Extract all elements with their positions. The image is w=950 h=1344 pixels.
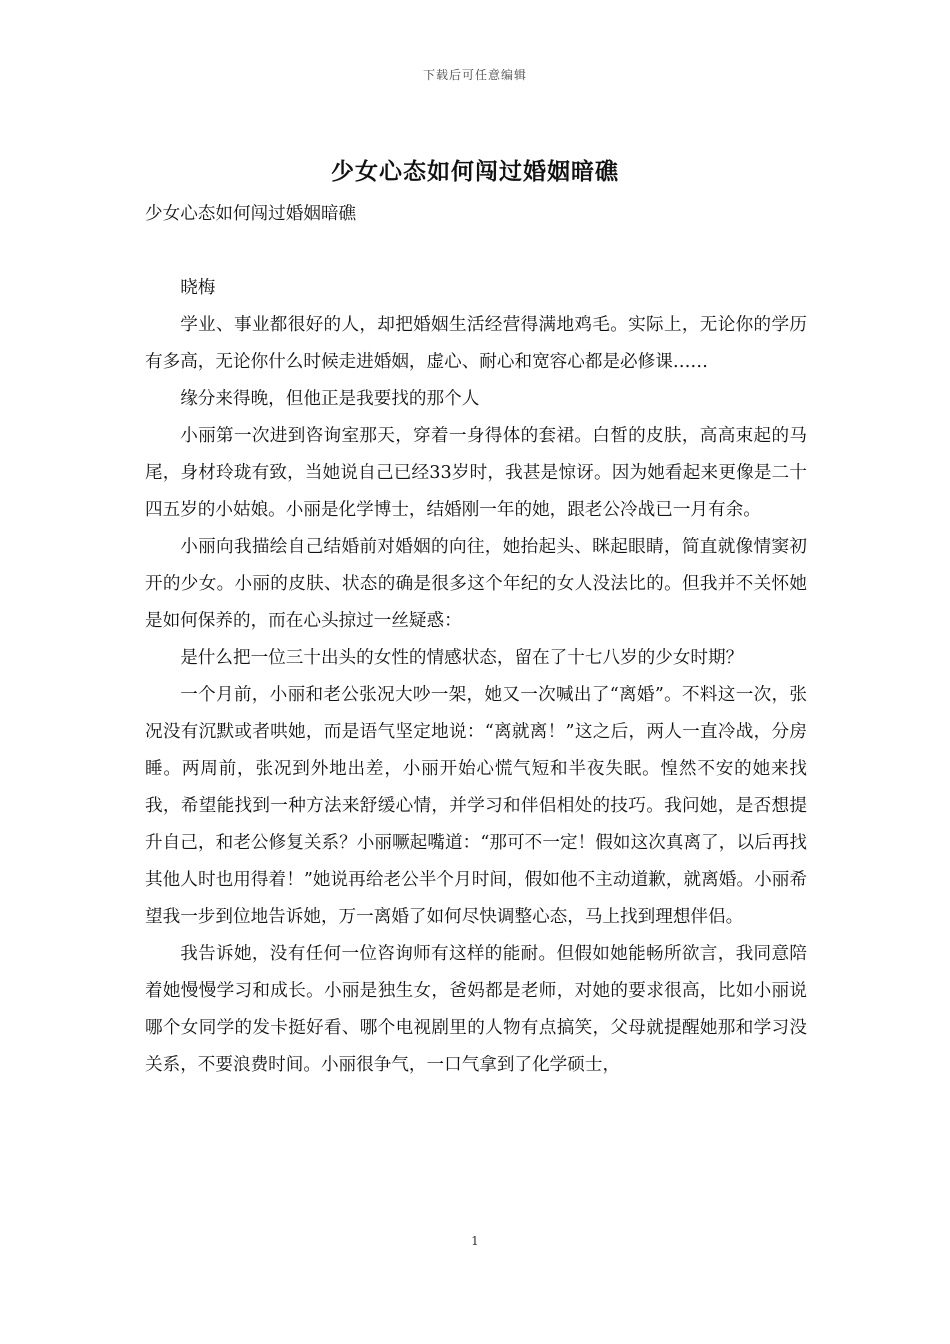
document-title: 少女心态如何闯过婚姻暗礁 xyxy=(331,158,619,185)
page-header: 下载后可任意编辑 xyxy=(422,68,527,82)
paragraph: 我告诉她，没有任何一位咨询师有这样的能耐。但假如她能畅所欲言，我同意陪着她慢慢学习和成长。小丽是独生女，爸妈都是老师，对她的要求很高，比如小丽说哪个女同学的发卡挺好看、哪个电视剧里的人物有点搞笑，父母就提醒她那和学习没关系，不要浪费时间。小丽很争气，一口气拿到了化学硕士， xyxy=(145,944,807,1075)
paragraph: 小丽向我描绘自己结婚前对婚姻的向往，她抬起头、眯起眼睛，简直就像情窦初开的少女。小丽的皮肤、状态的确是很多这个年纪的女人没法比的。但我并不关怀她是如何保养的，而在心头掠过一丝疑惑： xyxy=(145,537,807,631)
section-heading: 缘分来得晚，但他正是我要找的那个人 xyxy=(180,389,480,409)
paragraph: 是什么把一位三十出头的女性的情感状态，留在了十七八岁的少女时期？ xyxy=(180,648,744,668)
document-subtitle: 少女心态如何闯过婚姻暗礁 xyxy=(145,204,357,224)
document-body xyxy=(145,196,807,1084)
blank-line xyxy=(145,233,807,270)
paragraph: 小丽第一次进到咨询室那天，穿着一身得体的套裙。白皙的皮肤，高高束起的马尾，身材玲珑有致，当她说自己已经33岁时，我甚是惊讶。因为她看起来更像是二十四五岁的小姑娘。小丽是化学博士，结婚刚一年的她，跟老公冷战已一月有余。 xyxy=(145,426,807,520)
author-name: 晓梅 xyxy=(180,278,216,298)
paragraph: 一个月前，小丽和老公张况大吵一架，她又一次喊出了“离婚”。不料这一次，张况没有沉默或者哄她，而是语气坚定地说：“离就离！”这之后，两人一直冷战，分房睡。两周前，张况到外地出差，小丽开始心慌气短和半夜失眠。惶然不安的她来找我，希望能找到一种方法来舒缓心情，并学习和伴侣相处的技巧。我问她，是否想提升自己，和老公修复关系？小丽噘起嘴道：“那可不一定！假如这次真离了，以后再找其他人时也用得着！”她说再给老公半个月时间，假如他不主动道歉，就离婚。小丽希望我一步到位地告诉她，万一离婚了如何尽快调整心态，马上找到理想伴侣。 xyxy=(145,685,807,927)
page-number: 1 xyxy=(471,1234,479,1248)
paragraph-intro: 学业、事业都很好的人，却把婚姻生活经营得满地鸡毛。实际上，无论你的学历有多高，无论你什么时候走进婚姻，虚心、耐心和宽容心都是必修课…… xyxy=(145,315,807,372)
